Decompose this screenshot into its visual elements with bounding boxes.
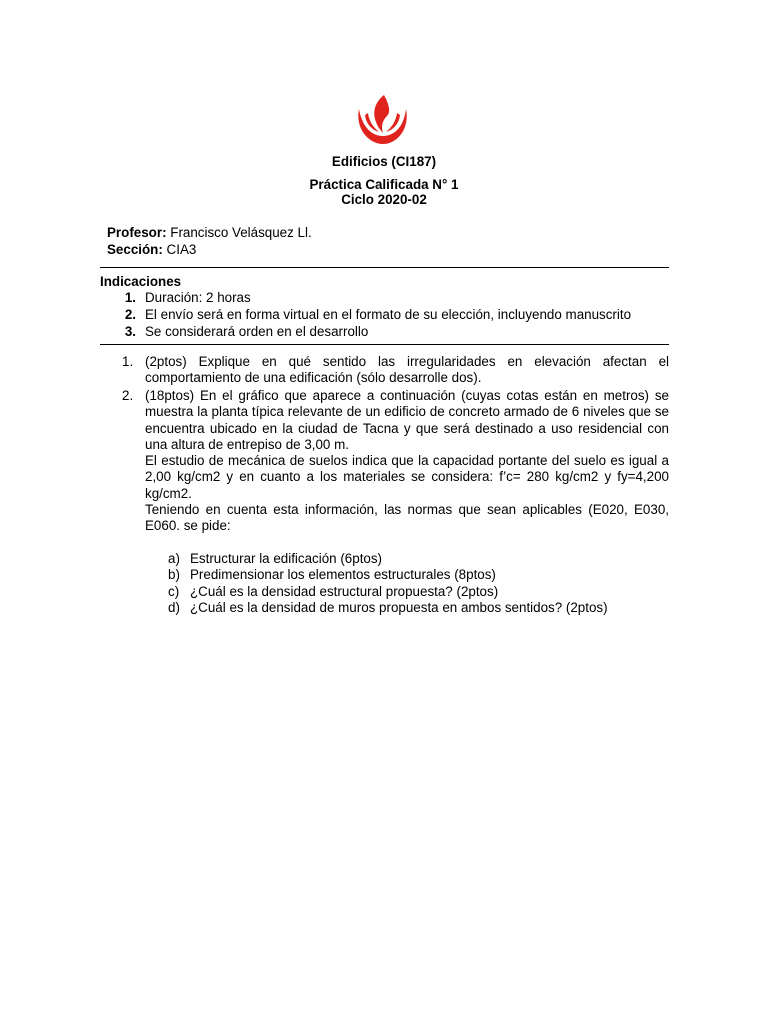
indication-item: [100, 290, 669, 307]
section-value: CIA3: [166, 242, 197, 257]
course-title: Edificios (CI187): [331, 154, 437, 169]
question-paragraph: Teniendo en cuenta esta información, las normas que sean aplicables (E020, E030, E060. se pide:: [145, 502, 669, 534]
subquestion-item: [168, 584, 668, 600]
cycle-title: Ciclo 2020-02: [341, 192, 427, 207]
subquestion-text: ¿Cuál es la densidad de muros propuesta en ambos sentidos? (2ptos): [190, 599, 608, 615]
indication-number: 2.: [124, 306, 136, 322]
indication-number: 1.: [124, 290, 136, 305]
subquestion-text: ¿Cuál es la densidad estructural propuesta? (2ptos): [190, 583, 499, 599]
question-number: 1.: [122, 354, 134, 369]
indication-text: Duración: 2 horas: [145, 290, 251, 305]
indications-list: [100, 290, 669, 340]
divider-bottom: [100, 344, 669, 345]
professor-name: Francisco Velásquez Ll.: [170, 225, 312, 240]
subquestion-letter: a): [168, 551, 180, 566]
question-body: [145, 388, 669, 535]
question-paragraph: El estudio de mecánica de suelos indica que la capacidad portante del suelo es igual a 2,00 kg/cm2 y en cuanto a los materiales se considera: f’c= 280 kg/cm2 y fy=4,200 kg/cm2.: [145, 453, 669, 501]
subquestion-item: [168, 600, 668, 616]
question-body: [145, 354, 669, 387]
subquestion-letter: b): [168, 567, 180, 583]
subquestion-item: [168, 567, 668, 583]
subquestion-text: Predimensionar los elementos estructurales (8ptos): [190, 567, 496, 583]
subquestion-text: Estructurar la edificación (6ptos): [190, 551, 383, 566]
subquestion-item: [168, 551, 668, 567]
indication-text: Se considerará orden en el desarrollo: [145, 323, 369, 339]
indication-text: El envío será en forma virtual en el formato de su elección, incluyendo manuscrito: [145, 306, 632, 322]
indication-item: [100, 307, 669, 324]
section-line: [107, 242, 196, 258]
section-label: Sección:: [107, 242, 163, 257]
indications-title: Indicaciones: [100, 274, 182, 289]
upc-flame-logo-icon: [355, 93, 410, 145]
indication-item: [100, 324, 669, 341]
question-paragraph: (18ptos) En el gráfico que aparece a continuación (cuyas cotas están en metros) se muestra la planta típica relevante de un edificio de concreto armado de 6 niveles que se encuentra ubicado en la ciudad de Tacna y que será destinado a uso residencial con una altura de entrepiso de 3,00 m.: [145, 388, 669, 452]
subquestion-list: [168, 551, 668, 616]
subquestion-letter: d): [168, 599, 180, 615]
subquestion-letter: c): [168, 583, 180, 599]
indication-number: 3.: [124, 323, 136, 339]
exam-title: Práctica Calificada N° 1: [309, 177, 459, 192]
divider-top: [100, 267, 669, 268]
professor-label: Profesor:: [107, 225, 167, 240]
professor-line: [107, 225, 312, 241]
question-number: 2.: [122, 388, 134, 403]
question-paragraph: (2ptos) Explique en qué sentido las irregularidades en elevación afectan el comportamiento de una edificación (sólo desarrolle dos).: [145, 354, 669, 386]
